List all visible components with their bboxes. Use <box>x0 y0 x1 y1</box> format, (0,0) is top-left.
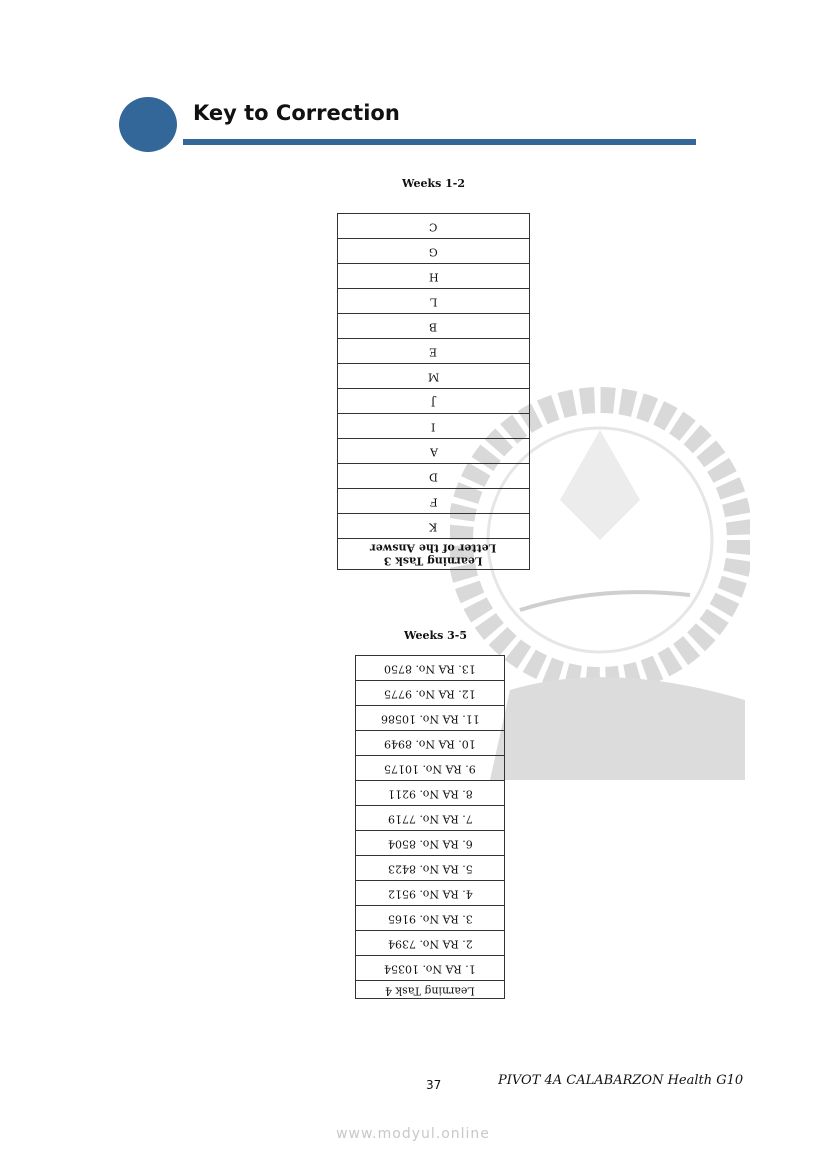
table-cell: 5. RA No. 8423 <box>356 856 505 881</box>
table-row <box>356 931 505 956</box>
table-cell: 2. RA No. 7394 <box>356 931 505 956</box>
table-cell: 11. RA No. 10586 <box>356 706 505 731</box>
table-cell: J <box>338 389 530 414</box>
table-cell: E <box>338 339 530 364</box>
table-cell: 4. RA No. 9512 <box>356 881 505 906</box>
table-row <box>356 831 505 856</box>
footer-text: PIVOT 4A CALABARZON Health G10 <box>498 1073 744 1088</box>
week-label-1: Weeks 1-2 <box>402 177 465 190</box>
table-row <box>338 414 530 439</box>
table-cell: F <box>338 489 530 514</box>
page-title: Key to Correction <box>193 101 400 125</box>
table-row <box>338 489 530 514</box>
table-header-cell: Learning Task 4 <box>356 981 505 999</box>
table-row <box>338 364 530 389</box>
table-cell: 13. RA No. 8750 <box>356 656 505 681</box>
table-cell: A <box>338 439 530 464</box>
table-row <box>356 856 505 881</box>
table-row <box>338 439 530 464</box>
table-cell: 12. RA No. 9775 <box>356 681 505 706</box>
table-cell: M <box>338 364 530 389</box>
table-row <box>338 289 530 314</box>
table-cell: 6. RA No. 8504 <box>356 831 505 856</box>
table-row <box>356 906 505 931</box>
table-cell: 3. RA No. 9165 <box>356 906 505 931</box>
table-row <box>338 239 530 264</box>
header-rule <box>183 139 696 145</box>
answer-table-1 <box>337 213 530 570</box>
table-cell: 9. RA No. 10175 <box>356 756 505 781</box>
table-cell: 8. RA No. 9211 <box>356 781 505 806</box>
table-row <box>356 656 505 681</box>
table-row <box>338 389 530 414</box>
table-row <box>356 781 505 806</box>
table-cell: 10. RA No. 8949 <box>356 731 505 756</box>
table-cell: H <box>338 264 530 289</box>
table-cell: C <box>338 214 530 239</box>
table-cell: 7. RA No. 7719 <box>356 806 505 831</box>
table-cell: D <box>338 464 530 489</box>
table-row <box>356 956 505 981</box>
table-row <box>338 514 530 539</box>
table-row <box>356 756 505 781</box>
table-row <box>356 681 505 706</box>
table-row <box>338 264 530 289</box>
table-row <box>338 339 530 364</box>
watermark-url: www.modyul.online <box>336 1126 490 1142</box>
week-label-2: Weeks 3-5 <box>404 629 467 642</box>
table-cell: L <box>338 289 530 314</box>
table-cell: 1. RA No. 10354 <box>356 956 505 981</box>
table-header-cell: Learning Task 3 Letter of the Answer <box>338 539 530 570</box>
table-row <box>356 731 505 756</box>
table-cell: I <box>338 414 530 439</box>
table-cell: B <box>338 314 530 339</box>
table-row <box>338 314 530 339</box>
table-cell: K <box>338 514 530 539</box>
table-row <box>356 706 505 731</box>
table-row <box>356 806 505 831</box>
table-header-row <box>338 539 530 570</box>
table-row <box>338 214 530 239</box>
table-row <box>338 464 530 489</box>
table-header-row <box>356 981 505 999</box>
table-row <box>356 881 505 906</box>
table-cell: G <box>338 239 530 264</box>
answer-table-2 <box>355 655 505 999</box>
header-circle-icon <box>119 97 177 152</box>
page-number: 37 <box>426 1078 442 1092</box>
